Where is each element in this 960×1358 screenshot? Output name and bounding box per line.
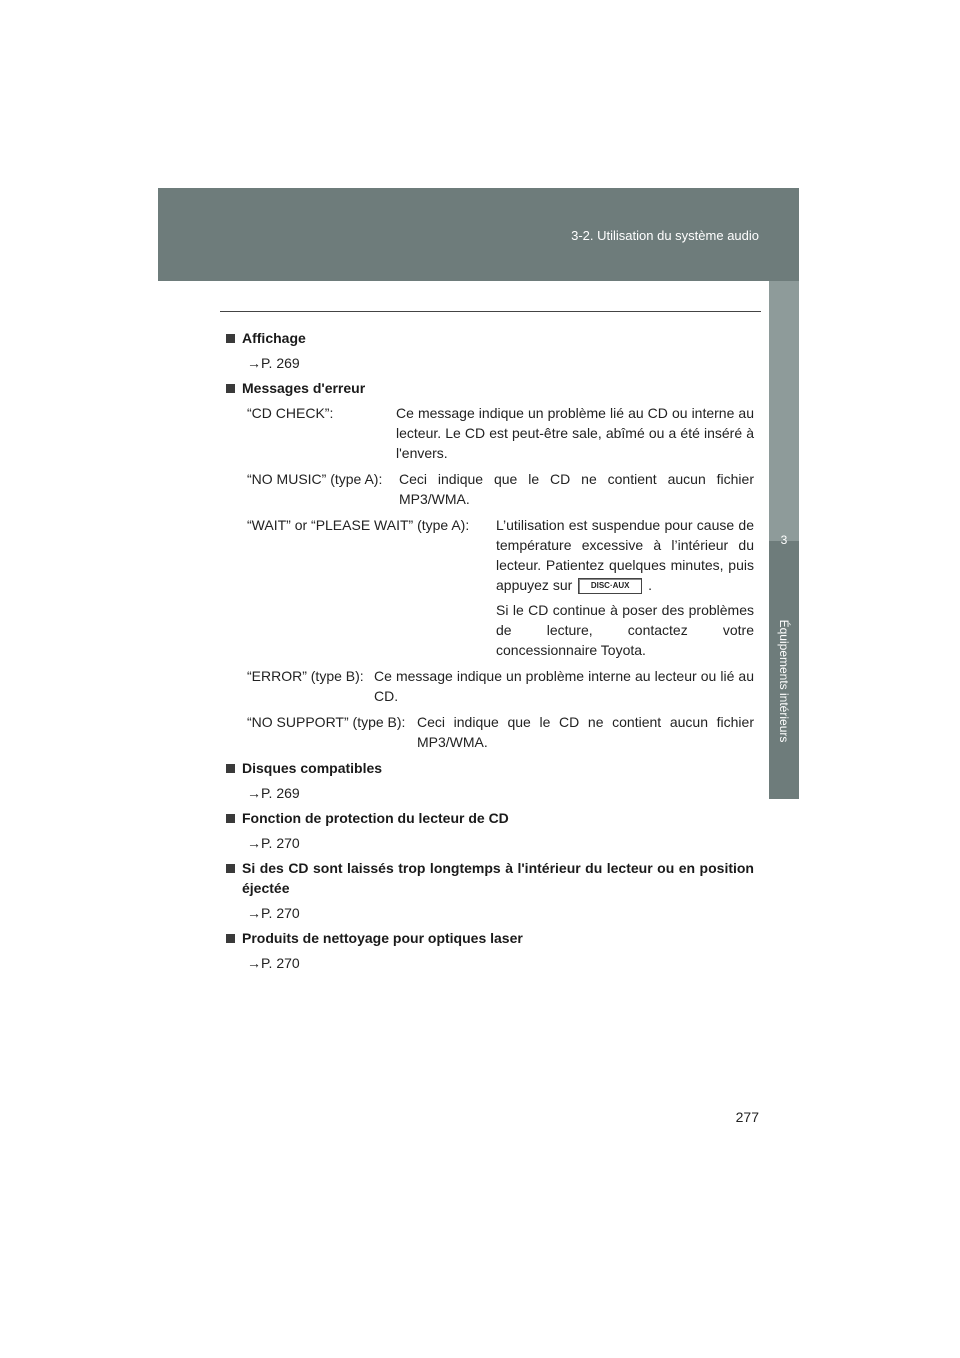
- square-bullet-icon: [226, 864, 235, 873]
- section-heading: Si des CD sont laissés trop longtemps à l'intérieur du lecteur ou en position éjectée: [223, 858, 754, 898]
- error-message-entry: [247, 666, 754, 706]
- square-bullet-icon: [226, 334, 235, 343]
- side-tab-highlight: [769, 281, 799, 541]
- message-term: “NO MUSIC” (type A):: [247, 471, 383, 487]
- chapter-side-tab: [769, 281, 799, 799]
- section-header: [158, 188, 799, 281]
- section-heading: Affichage: [223, 328, 754, 348]
- error-message-entry: [247, 515, 754, 660]
- section-title: 3-2. Utilisation du système audio: [571, 228, 759, 243]
- header-rule: [220, 311, 761, 312]
- square-bullet-icon: [226, 384, 235, 393]
- page-reference: →P. 270: [247, 835, 300, 851]
- page-content: [223, 328, 754, 978]
- error-message-entry: [247, 403, 754, 463]
- section-heading: Produits de nettoyage pour optiques laser: [223, 928, 754, 948]
- error-message-entry: [247, 712, 754, 752]
- chapter-label-text: Équipements intérieurs: [777, 619, 791, 742]
- disc-aux-button-icon: DISC·AUX: [578, 578, 642, 594]
- section-heading: Messages d'erreur: [223, 378, 754, 398]
- section-heading: Fonction de protection du lecteur de CD: [223, 808, 754, 828]
- message-term: “NO SUPPORT” (type B):: [247, 714, 406, 730]
- page-number: 277: [735, 1109, 759, 1125]
- chapter-label: [777, 593, 791, 768]
- message-description: Ce message indique un problème lié au CD ou interne au lecteur. Le CD est peut-être sale, abîmé ou a été inséré à l'envers.: [396, 405, 754, 461]
- page-reference: →P. 269: [247, 785, 300, 801]
- message-term: “WAIT” or “PLEASE WAIT” (type A):: [247, 517, 470, 533]
- square-bullet-icon: [226, 934, 235, 943]
- page-reference: →P. 269: [247, 355, 300, 371]
- message-term: “ERROR” (type B):: [247, 668, 364, 684]
- message-description: L’utilisation est suspendue pour cause de température excessive à l’intérieur du lecteur. Patientez quelques minutes, puis appuyez sur DISC·AUX . Si le CD continue à poser des problèmes de lecture, contactez votre concessionnaire Toyota.: [496, 517, 754, 658]
- chapter-number: 3: [780, 533, 788, 547]
- message-description: Ceci indique que le CD ne contient aucun fichier MP3/WMA.: [399, 471, 754, 507]
- square-bullet-icon: [226, 764, 235, 773]
- page-reference: →P. 270: [247, 955, 300, 971]
- page-reference: →P. 270: [247, 905, 300, 921]
- message-description: Ce message indique un problème interne au lecteur ou lié au CD.: [374, 668, 754, 704]
- error-message-entry: [247, 469, 754, 509]
- section-heading: Disques compatibles: [223, 758, 754, 778]
- square-bullet-icon: [226, 814, 235, 823]
- message-description: Ceci indique que le CD ne contient aucun fichier MP3/WMA.: [417, 714, 754, 750]
- message-term: “CD CHECK”:: [247, 405, 334, 421]
